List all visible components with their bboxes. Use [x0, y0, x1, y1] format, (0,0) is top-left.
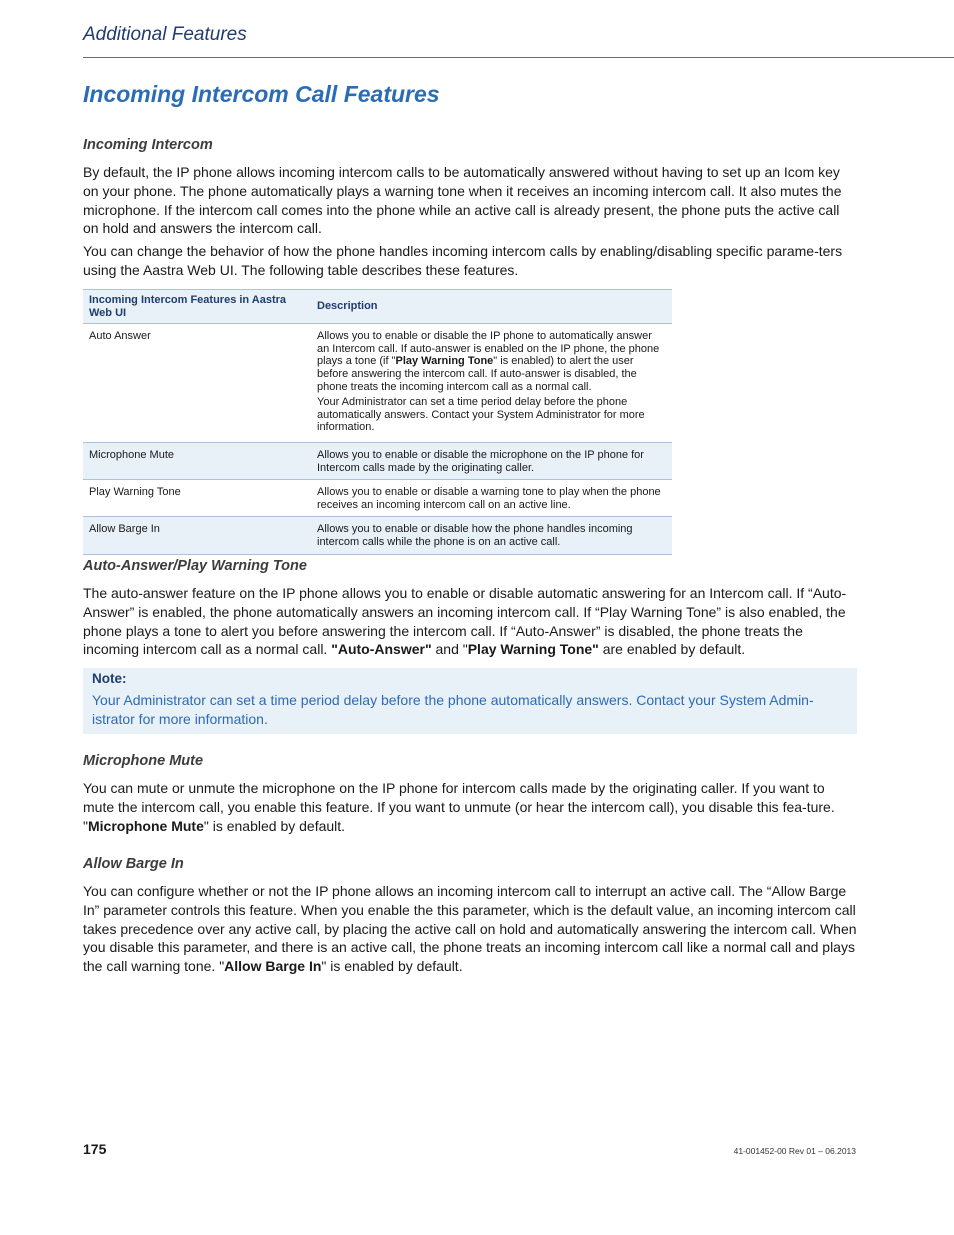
- note-text: Your Administrator can set a time period delay before the phone automatically answers. Contact your System Admin-istrator for more information.: [92, 692, 814, 727]
- description-bold-term: Play Warning Tone: [395, 355, 494, 368]
- table-header-description: Description: [311, 290, 672, 324]
- document-id: 41-001452-00 Rev 01 – 06.2013: [733, 1146, 856, 1156]
- table-row: [83, 442, 672, 479]
- paragraph-incoming-intercom-2: You can change the behavior of how the phone handles incoming intercom calls by enabling/disabling specific parame-ters using the Aastra Web UI. The following table describes these features.: [83, 243, 843, 278]
- features-table: [83, 289, 672, 555]
- paragraph-microphone-mute: [83, 779, 857, 835]
- table-row: [83, 517, 672, 554]
- body-text: The auto-answer feature on the IP phone allows you to enable or disable automatic answering for an Intercom call. If “Auto-Answer” is enabled, the phone automatically answers an incoming intercom call. If “Play Warning Tone” is also enabled, the phone plays a tone to alert you before answering the intercom call. If “Auto-Answer” is disabled, the phone treats the incoming intercom call as a normal call.: [83, 585, 847, 658]
- section-heading-auto-answer: Auto-Answer/Play Warning Tone: [83, 558, 307, 574]
- paragraph-incoming-intercom-1: By default, the IP phone allows incoming intercom calls to be automatically answered without having to set up an Icom key on your phone. The phone automatically plays a warning tone when it receives an incoming intercom call. It also mutes the microphone. If the intercom call comes into the phone while an active call is already present, the phone puts the active call on hold and answers the intercom call.: [83, 164, 842, 237]
- table-cell-feature: Microphone Mute: [83, 442, 311, 479]
- table-row: [83, 480, 672, 517]
- bold-term: Play Warning Tone": [467, 641, 599, 658]
- description-paragraph: Your Administrator can set a time period delay before the phone automatically answers. Contact your System Administrator for more information.: [317, 396, 645, 434]
- section-heading-incoming-intercom: Incoming Intercom: [83, 137, 213, 153]
- body-text: and ": [431, 641, 468, 658]
- note-label: Note:: [92, 671, 127, 686]
- paragraph-allow-barge-in: [83, 882, 857, 976]
- table-cell-description: Allows you to enable or disable a warning tone to play when the phone receives an incoming intercom call on an active line.: [311, 480, 672, 517]
- section-heading-allow-barge-in: Allow Barge In: [83, 856, 184, 872]
- section-heading-microphone-mute: Microphone Mute: [83, 753, 204, 769]
- table-cell-feature: Auto Answer: [83, 324, 311, 443]
- table-header-row: [83, 290, 672, 324]
- table-cell-feature: Allow Barge In: [83, 517, 311, 554]
- running-header: Additional Features: [83, 24, 247, 45]
- table-header-feature: Incoming Intercom Features in Aastra Web UI: [83, 290, 311, 324]
- page-number: 175: [83, 1141, 107, 1157]
- body-text: You can configure whether or not the IP phone allows an incoming intercom call to interrupt an active call. The “Allow Barge In” parameter controls this feature. When you enable the this parameter, which is the default value, an incoming intercom call takes precedence over any active call, by placing the active call on hold and automatically answering the intercom call. When you disable this parameter, and there is an active call, the phone treats an incoming intercom call like a normal call and plays the call warning tone. ": [83, 883, 857, 975]
- page-title: Incoming Intercom Call Features: [83, 81, 440, 107]
- bold-term: Microphone Mute: [87, 817, 204, 834]
- body-text: are enabled by default.: [598, 641, 746, 658]
- body-text: " is enabled by default.: [321, 958, 463, 975]
- note-box: [83, 668, 857, 734]
- header-rule: [83, 57, 954, 58]
- paragraph-auto-answer: [83, 584, 857, 659]
- body-text: " is enabled by default.: [203, 817, 346, 834]
- table-row: [83, 324, 672, 443]
- table-cell-description: Allows you to enable or disable the microphone on the IP phone for Intercom calls made by the originating caller.: [311, 442, 672, 479]
- description-text: Allows you to enable or disable the IP phone to automatically answer an Intercom call. If auto-answer is enabled on the IP phone, the phone plays a tone (if ": [317, 330, 660, 368]
- body-text: You can mute or unmute the microphone on the IP phone for intercom calls made by the originating caller. If you want to mute the intercom call, you enable this feature. If you want to unmute (or hear the intercom call), you disable this fea-ture. ": [83, 780, 835, 834]
- description-paragraph: [317, 330, 666, 393]
- table-cell-description: [311, 324, 672, 443]
- description-text: " is enabled) to alert the user before answering the intercom call. If auto-answer is disabled, the phone treats the incoming intercom call as a normal call.: [317, 355, 637, 393]
- table-cell-feature: Play Warning Tone: [83, 480, 311, 517]
- bold-term: "Auto-Answer": [331, 641, 432, 658]
- table-cell-description: Allows you to enable or disable how the phone handles incoming intercom calls while the phone is on an active call.: [311, 517, 672, 554]
- bold-term: Allow Barge In: [224, 958, 322, 975]
